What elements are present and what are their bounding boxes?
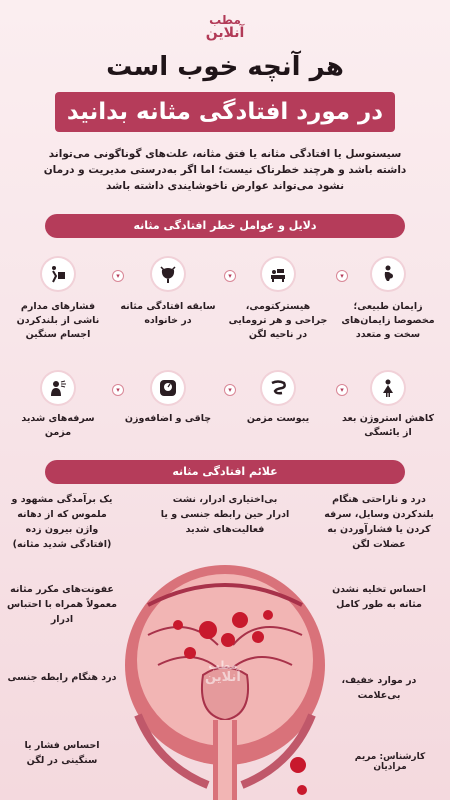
symptom-text: درد و ناراحتی هنگام بلندکردن وسایل، سرفه کردن یا فشارآوردن به عضلات لگن	[324, 494, 434, 550]
watermark-line2: آنلاین	[205, 670, 241, 685]
symptom-text: درد هنگام رابطه جنسی	[7, 672, 117, 683]
pregnancy-icon	[372, 258, 404, 290]
cause-caption: فشارهای مدارم ناشی از بلندکردن اجسام سنگین	[16, 301, 100, 340]
symptom-text: عفونت‌های مکرر مثانه معمولاً همراه با احتباس ادرار	[7, 584, 117, 625]
watermark-line1: مطب	[208, 659, 238, 672]
scale-icon	[152, 372, 184, 404]
cause-caption: زایمان طبیعی؛ مخصوصا زایمان‌های سخت و متعدد	[341, 301, 435, 340]
cause-caption: سرفه‌های شدید مزمن	[21, 413, 95, 438]
lifting-icon	[42, 258, 74, 290]
causes-heading: دلایل و عوامل خطر افتادگی مثانه	[45, 214, 405, 238]
cough-icon	[42, 372, 74, 404]
cause-caption: هیسترکتومی، جراحی و هر ترومایی در ناحیه لگن	[228, 301, 328, 340]
symptoms-heading: علائم افتادگی مثانه	[45, 460, 405, 484]
intro-paragraph: سیستوسل یا افتادگی مثانه یا فتق مثانه، علت‌های گوناگونی می‌تواند داشته باشد و هرچند خطرناک نیست؛ اما اگر به‌درستی مدیریت و درمان نشود می‌تواند عوارض ناخوشایندی داشته باشد	[43, 148, 407, 192]
intestine-icon	[262, 372, 294, 404]
symptom-text: یک برآمدگی مشهود و ملموس که از دهانه واژن بیرون زده (افتادگی شدید مثانه)	[11, 494, 113, 550]
symptom-text: احساس تخلیه نشدن مثانه به طور کامل	[332, 584, 426, 610]
connector-dot: ▾	[224, 384, 236, 396]
cause-caption: سابقه افتادگی مثانه در خانواده	[120, 301, 216, 326]
page-title: هر آنچه خوب است	[106, 52, 344, 82]
cause-caption: یبوست مزمن	[246, 413, 310, 424]
logo-line2: آنلاین	[205, 25, 245, 41]
connector-dot: ▾	[336, 384, 348, 396]
cause-caption: کاهش استروژن بعد از یائسگی	[341, 413, 434, 438]
surgery-icon	[262, 258, 294, 290]
page-subtitle: در مورد افتادگی مثانه بدانید	[55, 92, 395, 132]
connector-dot: ▾	[224, 270, 236, 282]
connector-dot: ▾	[112, 270, 124, 282]
cause-caption: چاقی و اضافه‌وزن	[124, 413, 212, 424]
symptom-text: بی‌اختیاری ادرار، نشت ادرار حین رابطه جنسی و یا فعالیت‌های شدید	[160, 494, 290, 535]
woman-icon	[372, 372, 404, 404]
watermark	[205, 660, 241, 684]
bladder-icon	[152, 258, 184, 290]
connector-dot: ▾	[112, 384, 124, 396]
symptom-text: در موارد خفیف، بی‌علامت	[341, 675, 417, 701]
connector-dot: ▾	[336, 270, 348, 282]
logo-line1: مطب	[209, 13, 241, 27]
symptom-text: احساس فشار یا سنگینی در لگن	[24, 740, 100, 766]
brand-logo	[205, 14, 245, 40]
expert-credit: کارشناس: مریم مرادیان	[354, 752, 426, 772]
